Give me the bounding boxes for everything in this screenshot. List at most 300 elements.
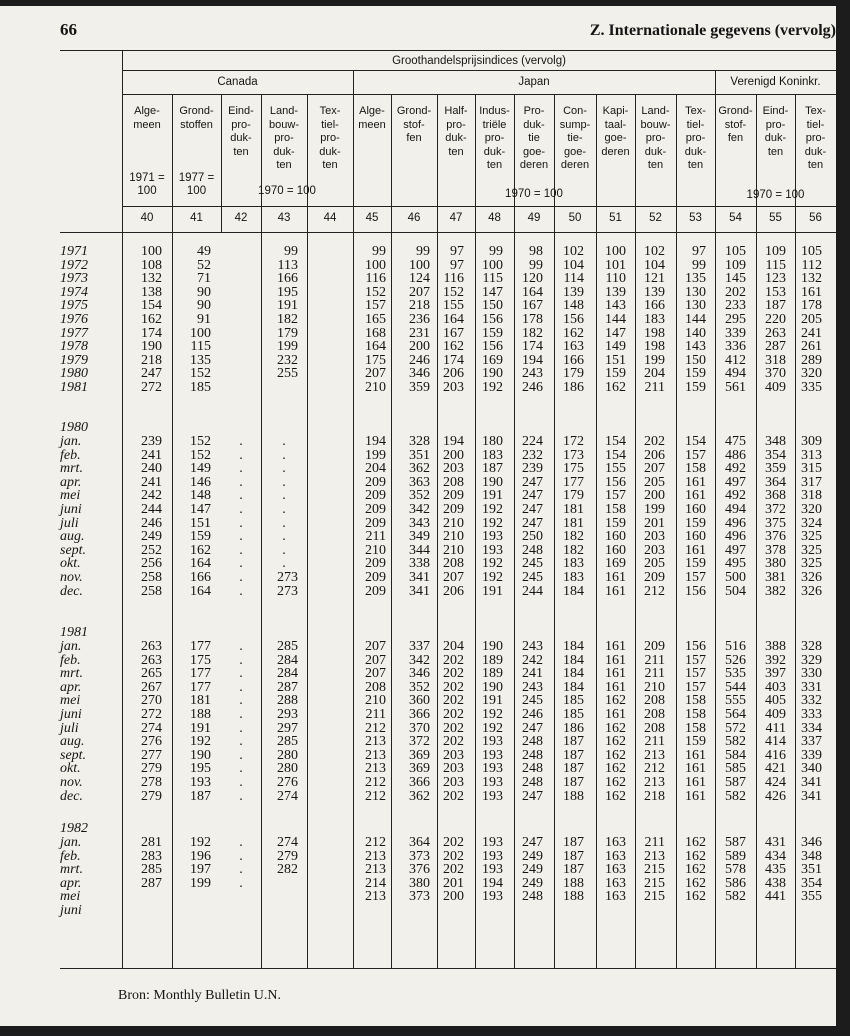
table-cell: 97 (450, 257, 464, 273)
table-cell: 248 (522, 775, 543, 790)
table-cell: . (239, 474, 243, 490)
column-number: 56 (809, 212, 822, 224)
column-header-line: Grond- (179, 105, 214, 117)
table-cell: 249 (522, 875, 543, 891)
column-header-line: duk- (764, 132, 787, 144)
table-cell: 255 (277, 366, 298, 382)
table-cell: 279 (141, 761, 162, 777)
table-cell: 164 (190, 583, 211, 599)
table-cell: 279 (141, 788, 162, 804)
table-cell: 160 (605, 542, 626, 558)
table-cell: 148 (190, 488, 211, 504)
table-cell: 193 (482, 775, 503, 790)
table-cell: 164 (443, 312, 464, 327)
table-cell: 441 (765, 889, 786, 905)
table-cell: 185 (190, 380, 211, 395)
table-cell: 161 (605, 652, 626, 668)
table-cell: 162 (605, 775, 626, 790)
table-cell: 274 (277, 835, 298, 850)
table-cell: 239 (141, 434, 162, 449)
table-cell: 183 (563, 570, 584, 585)
table-cell: 151 (605, 352, 626, 368)
table-cell: 564 (725, 707, 746, 722)
table-cell: 182 (277, 312, 298, 327)
table-cell: 202 (443, 788, 464, 804)
table-cell: 158 (685, 693, 706, 709)
table-cell: 174 (141, 325, 162, 341)
column-header-line: duk- (273, 145, 295, 158)
table-cell: 351 (801, 862, 822, 878)
table-cell: 261 (801, 339, 822, 355)
table-cell: 245 (522, 693, 543, 709)
table-cell: . (239, 747, 243, 763)
table-cell: 210 (644, 679, 665, 695)
table-cell: 165 (365, 312, 386, 327)
table-cell: 272 (141, 707, 162, 722)
table-cell: 370 (409, 720, 430, 736)
table-cell: 159 (685, 515, 706, 531)
table-cell: 139 (644, 284, 665, 300)
row-label: 1975 (60, 298, 88, 314)
table-cell: 247 (522, 488, 543, 504)
column-header-line: taal- (604, 118, 627, 131)
table-cell: 375 (765, 515, 786, 531)
group-rule (122, 94, 836, 95)
table-cell: 380 (765, 556, 786, 572)
row-label: mei (60, 488, 81, 504)
table-cell: 409 (765, 707, 786, 722)
table-cell: 278 (141, 775, 162, 790)
table-cell: 163 (605, 875, 626, 891)
table-cell: 392 (765, 652, 786, 668)
table-cell: 492 (725, 461, 746, 477)
table-cell: 159 (685, 380, 706, 395)
table-cell: 582 (725, 889, 746, 905)
table-cell: 100 (141, 244, 162, 259)
column-header-line: bouw- (269, 118, 299, 131)
table-cell: 158 (685, 461, 706, 477)
base-label: 100 (137, 185, 157, 197)
table-cell: 213 (365, 862, 386, 878)
table-cell: 495 (725, 556, 746, 572)
table-cell: 337 (409, 639, 430, 654)
table-cell: 166 (190, 570, 211, 585)
section-year-heading: 1982 (60, 821, 88, 836)
table-cell: 192 (482, 556, 503, 572)
table-cell: . (239, 583, 243, 599)
table-cell: 187 (482, 461, 503, 477)
table-cell: 160 (605, 529, 626, 545)
table-cell: 183 (482, 447, 503, 463)
table-cell: 247 (522, 474, 543, 490)
table-cell: 180 (482, 434, 503, 449)
table-cell: 218 (141, 352, 162, 368)
table-cell: 202 (443, 652, 464, 668)
table-cell: 184 (563, 679, 584, 695)
table-cell: 244 (522, 583, 543, 599)
table-cell: 139 (563, 284, 584, 300)
table-cell: 148 (563, 298, 584, 314)
column-header-line: triële (482, 118, 507, 131)
table-cell: 586 (725, 875, 746, 891)
column-header-line: duk- (445, 132, 467, 144)
table-cell: 280 (277, 761, 298, 777)
table-cell: . (239, 502, 243, 517)
column-number: 48 (488, 212, 501, 224)
table-cell: 152 (190, 434, 211, 449)
table-cell: 276 (277, 775, 298, 790)
table-cell: 381 (765, 570, 786, 585)
table-cell: 172 (563, 434, 584, 449)
table-cell: 100 (605, 244, 626, 259)
row-label: aug. (60, 529, 85, 545)
table-cell: 325 (801, 556, 822, 572)
table-cell: . (282, 542, 286, 558)
table-cell: 109 (765, 244, 786, 259)
table-cell: 188 (563, 875, 584, 891)
base-label: 1970 = 100 (505, 188, 563, 200)
table-cell: 152 (190, 366, 211, 382)
table-cell: 158 (685, 707, 706, 722)
column-number: 55 (769, 212, 782, 224)
table-cell: 203 (443, 775, 464, 790)
column-header-line: Tex- (805, 105, 826, 117)
table-cell: 320 (801, 366, 822, 382)
table-cell: 283 (141, 848, 162, 864)
row-label: 1978 (60, 339, 88, 355)
table-cell: 166 (563, 352, 584, 368)
row-label: 1972 (60, 257, 88, 273)
table-cell: 249 (522, 862, 543, 878)
table-cell: 161 (605, 570, 626, 585)
table-cell: 202 (443, 848, 464, 864)
row-label: mei (60, 693, 81, 709)
table-cell: 167 (443, 325, 464, 341)
table-cell: 411 (765, 720, 786, 736)
column-header-line: duk- (319, 145, 341, 158)
table-cell: 200 (409, 339, 430, 355)
table-cell: 201 (443, 875, 464, 891)
table-cell: 208 (644, 707, 665, 722)
table-cell: 190 (190, 747, 211, 763)
table-cell: 218 (644, 788, 665, 804)
table-cell: 163 (605, 848, 626, 864)
table-cell: 363 (409, 474, 430, 490)
table-cell: 232 (277, 352, 298, 368)
table-cell: 181 (563, 502, 584, 517)
table-cell: 162 (685, 862, 706, 878)
table-cell: . (239, 529, 243, 545)
table-cell: 414 (765, 734, 786, 750)
table-cell: 194 (482, 875, 503, 891)
table-cell: 187 (563, 835, 584, 850)
table-cell: 309 (801, 434, 822, 449)
table-cell: 192 (482, 570, 503, 585)
table-cell: 582 (725, 788, 746, 804)
row-label: mrt. (60, 666, 83, 682)
table-cell: 334 (801, 720, 822, 736)
table-cell: 116 (365, 271, 386, 287)
row-label: 1974 (60, 284, 88, 300)
table-cell: 284 (277, 652, 298, 668)
row-label: sept. (60, 747, 87, 763)
table-cell: 205 (801, 312, 822, 327)
table-cell: 194 (365, 434, 386, 449)
table-cell: 236 (409, 312, 430, 327)
table-cell: 203 (443, 761, 464, 777)
table-cell: 331 (801, 679, 822, 695)
table-cell: 284 (277, 666, 298, 682)
table-cell: 578 (725, 862, 746, 878)
table-cell: 161 (605, 639, 626, 654)
table-cell: 376 (765, 529, 786, 545)
table-cell: 369 (409, 747, 430, 763)
table-cell: 202 (443, 734, 464, 750)
table-cell: 213 (365, 747, 386, 763)
column-number: 50 (568, 212, 582, 224)
table-cell: 210 (443, 515, 464, 531)
row-label: sept. (60, 542, 87, 558)
table-cell: 249 (141, 529, 162, 545)
table-cell: 185 (563, 693, 584, 709)
table-cell: 340 (801, 761, 822, 777)
table-cell: 403 (765, 679, 786, 695)
table-cell: 326 (801, 570, 822, 585)
table-cell: 247 (522, 515, 543, 531)
table-top-rule (60, 50, 836, 51)
column-header-line: duk- (804, 145, 827, 158)
column-header-line: deren (519, 159, 549, 171)
table-cell: 145 (725, 271, 746, 287)
table-cell: 352 (409, 488, 430, 504)
table-cell: 115 (482, 271, 503, 287)
table-cell: 164 (365, 339, 386, 355)
table-cell: . (239, 570, 243, 585)
table-cell: 173 (563, 447, 584, 463)
table-cell: 190 (482, 366, 503, 382)
column-header-line: pro- (231, 118, 251, 131)
table-cell: 494 (725, 502, 746, 517)
column-number: 51 (609, 212, 622, 224)
table-cell: 209 (443, 488, 464, 504)
column-header-line: Grond- (396, 105, 432, 117)
section-year-heading: 1980 (60, 420, 88, 435)
table-cell: 388 (765, 639, 786, 654)
table-cell: 202 (443, 707, 464, 722)
table-cell: 184 (563, 639, 584, 654)
table-cell: 233 (725, 298, 746, 314)
table-cell: 132 (801, 271, 822, 287)
table-cell: 209 (644, 570, 665, 585)
table-cell: 71 (197, 271, 211, 287)
row-label: 1981 (60, 380, 88, 395)
table-cell: 184 (563, 666, 584, 682)
table-cell: 191 (482, 693, 503, 709)
table-cell: . (239, 835, 243, 850)
table-cell: 99 (284, 244, 298, 259)
column-header-line: ten (322, 159, 338, 171)
table-cell: . (239, 652, 243, 668)
table-cell: 100 (365, 257, 386, 273)
table-cell: . (282, 447, 286, 463)
column-header-line: ten (807, 159, 824, 171)
row-label: 1971 (60, 244, 88, 259)
column-header-line: Land- (269, 105, 299, 117)
table-cell: 177 (190, 666, 211, 682)
table-cell: 191 (190, 720, 211, 736)
table-cell: 185 (563, 707, 584, 722)
table-cell: 372 (765, 502, 786, 517)
table-cell: 313 (801, 447, 822, 463)
table-cell: 162 (685, 875, 706, 891)
table-cell: 289 (801, 352, 822, 368)
table-cell: 192 (190, 734, 211, 750)
column-header-line: ten (647, 159, 664, 171)
column-header-line: deren (560, 159, 590, 171)
table-cell: 378 (765, 542, 786, 558)
table-cell: 326 (801, 583, 822, 599)
table-cell: 188 (563, 889, 584, 905)
table-cell: . (239, 848, 243, 864)
table-cell: 112 (801, 257, 822, 273)
table-cell: 475 (725, 434, 746, 449)
table-cell: 355 (801, 889, 822, 905)
table-cell: 198 (644, 325, 665, 341)
table-cell: 159 (482, 325, 503, 341)
table-cell: 162 (443, 339, 464, 355)
header-rule (122, 206, 836, 207)
base-label: 1977 = (178, 172, 215, 184)
table-cell: 157 (685, 679, 706, 695)
column-header-line: tiel- (321, 118, 339, 131)
table-cell: 162 (605, 693, 626, 709)
table-cell: 241 (522, 666, 543, 682)
table-cell: 288 (277, 693, 298, 709)
row-label: mrt. (60, 862, 83, 878)
table-cell: 346 (409, 666, 430, 682)
table-cell: 212 (365, 720, 386, 736)
column-header-line: pro- (274, 132, 294, 144)
table-cell: 248 (522, 747, 543, 763)
table-cell: 209 (365, 570, 386, 585)
table-cell: 405 (765, 693, 786, 709)
table-cell: 109 (725, 257, 746, 273)
table-cell: 211 (365, 707, 386, 722)
table-cell: 153 (765, 284, 786, 300)
table-cell: 157 (685, 666, 706, 682)
table-cell: 359 (409, 380, 430, 395)
column-number-rule (60, 232, 836, 233)
table-cell: . (239, 707, 243, 722)
table-cell: 324 (801, 515, 822, 531)
table-cell: 157 (685, 447, 706, 463)
row-label: 1976 (60, 312, 88, 327)
table-cell: 195 (190, 761, 211, 777)
table-cell: 193 (482, 848, 503, 864)
table-cell: 339 (725, 325, 746, 341)
table-cell: 192 (482, 380, 503, 395)
table-cell: 287 (277, 679, 298, 695)
table-cell: 421 (765, 761, 786, 777)
column-number: 46 (407, 212, 421, 224)
table-cell: 246 (522, 380, 543, 395)
group-label: Canada (217, 76, 258, 88)
table-cell: 187 (190, 788, 211, 804)
column-header-line: sump- (559, 118, 591, 131)
column-header-line: Kapi- (602, 105, 629, 117)
column-header-line: Eind- (762, 105, 789, 117)
table-cell: 187 (563, 747, 584, 763)
table-cell: 263 (141, 652, 162, 668)
table-cell: 182 (522, 325, 543, 341)
table-cell: 161 (685, 788, 706, 804)
table-cell: 181 (563, 515, 584, 531)
table-cell: 166 (644, 298, 665, 314)
table-cell: 315 (801, 461, 822, 477)
table-cell: 203 (443, 461, 464, 477)
column-header-line: Con- (563, 105, 587, 117)
table-cell: 156 (482, 339, 503, 355)
table-cell: 179 (563, 488, 584, 504)
table-cell: 52 (197, 257, 211, 273)
table-cell: 212 (365, 788, 386, 804)
table-cell: 144 (605, 312, 626, 327)
table-cell: . (239, 515, 243, 531)
table-cell: 572 (725, 720, 746, 736)
table-cell: 209 (365, 474, 386, 490)
table-cell: 191 (482, 583, 503, 599)
column-header-line: goe- (522, 145, 546, 158)
table-cell: 156 (685, 639, 706, 654)
table-cell: 213 (365, 761, 386, 777)
table-cell: 252 (141, 542, 162, 558)
table-cell: . (282, 488, 286, 504)
column-header-line: fen (406, 132, 422, 144)
table-cell: 163 (605, 835, 626, 850)
table-cell: 193 (482, 788, 503, 804)
table-cell: 202 (443, 862, 464, 878)
column-header-line: pro- (645, 132, 666, 144)
table-cell: 158 (685, 720, 706, 736)
table-cell: 163 (605, 889, 626, 905)
row-label: okt. (60, 761, 81, 777)
table-cell: 426 (765, 788, 786, 804)
table-cell: 194 (522, 352, 543, 368)
table-cell: 147 (482, 284, 503, 300)
row-label: 1980 (60, 366, 88, 382)
table-cell: 231 (409, 325, 430, 341)
table-cell: 544 (725, 679, 746, 695)
column-number: 44 (323, 212, 337, 224)
column-number: 43 (277, 212, 291, 224)
table-cell: 273 (277, 583, 298, 599)
table-cell: 232 (522, 447, 543, 463)
column-header-line: tiel- (686, 118, 705, 131)
table-cell: 156 (482, 312, 503, 327)
table-cell: 198 (644, 339, 665, 355)
base-label: 1971 = (129, 172, 165, 184)
table-cell: 211 (644, 666, 665, 682)
table-cell: 152 (190, 447, 211, 463)
table-cell: 144 (685, 312, 706, 327)
table-cell: 161 (685, 775, 706, 790)
column-header-line: ten (486, 159, 503, 171)
table-cell: 587 (725, 775, 746, 790)
table-cell: 151 (190, 515, 211, 531)
table-cell: . (282, 474, 286, 490)
table-cell: . (282, 461, 286, 477)
row-label: juli (60, 720, 79, 736)
